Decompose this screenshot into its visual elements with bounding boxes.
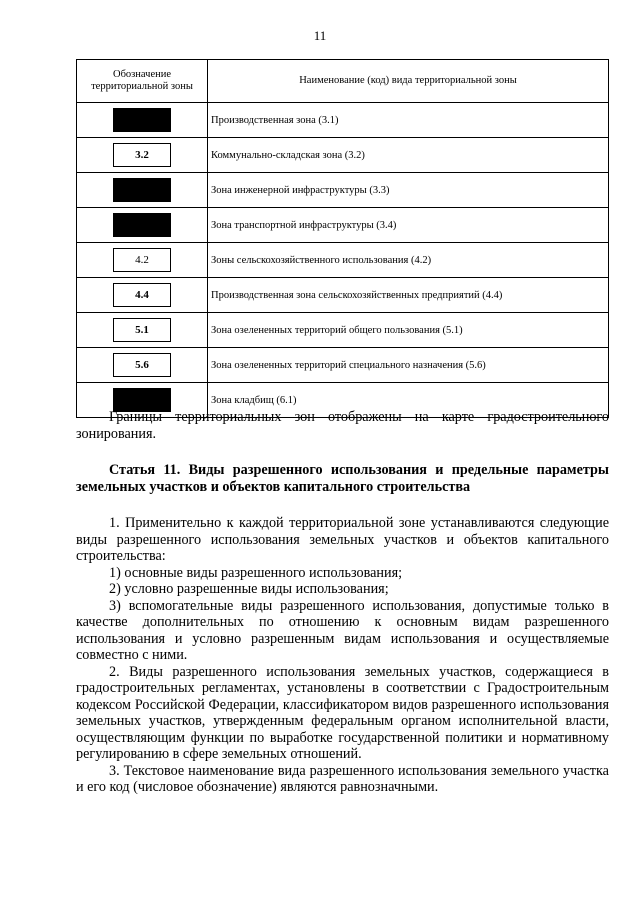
list-item-1: 1) основные виды разрешенного использования; [109, 564, 403, 581]
table-row [77, 103, 609, 138]
zones-table [76, 59, 609, 418]
zone-symbol-5-6: 5.6 [113, 353, 171, 377]
paragraph-3: 3. Текстовое наименование вида разрешенного использования земельного участка и его код (числовое обозначение) являются равнозначными. [76, 762, 609, 795]
zone-name: Коммунально-складская зона (3.2) [208, 138, 609, 173]
boundary-note: Границы территориальных зон отображены на карте градостроительного зонирования. [76, 409, 609, 442]
table-row [77, 138, 609, 173]
paragraph-2: 2. Виды разрешенного использования земельных участков, содержащиеся в градостроительных регламентах, установлены в соответствии с Градостроительным кодексом Российской Федерации, классификатором видов разрешенного использования земельных участков, утвержденным федеральным органом исполнительной власти, осуществляющим функции по выработке государственной политики и нормативному регулированию в сфере земельных отношений. [76, 663, 609, 762]
zone-name: Зона озелененных территорий специального назначения (5.6) [208, 348, 609, 383]
table-row [77, 208, 609, 243]
table-row [77, 243, 609, 278]
zone-symbol-3-3 [113, 178, 171, 202]
header-zone-name: Наименование (код) вида территориальной зоны [208, 60, 609, 103]
zone-symbol-3-4 [113, 213, 171, 237]
zone-symbol-5-1: 5.1 [113, 318, 171, 342]
zone-name: Зона озелененных территорий общего пользования (5.1) [208, 313, 609, 348]
page-number: 11 [313, 28, 327, 43]
zone-symbol-3-2: 3.2 [113, 143, 171, 167]
zone-symbol-4-4: 4.4 [113, 283, 171, 307]
zone-name: Производственная зона (3.1) [208, 103, 609, 138]
article-heading: Статья 11. Виды разрешенного использования и предельные параметры земельных участков и объектов капитального строительства [76, 462, 609, 495]
zone-name: Зона инженерной инфраструктуры (3.3) [208, 173, 609, 208]
zone-name: Зона кладбищ (6.1) [208, 383, 609, 418]
zone-name: Зоны сельскохозяйственного использования (4.2) [208, 243, 609, 278]
table-row [77, 313, 609, 348]
list-item-2: 2) условно разрешенные виды использования; [109, 581, 389, 597]
list-item-3: 3) вспомогательные виды разрешенного использования, допустимые только в качестве дополнительных по отношению к основным видам разрешенного использования и условно разрешенным видам использования и осуществляемые совместно с ними. [76, 597, 609, 663]
paragraph-1: 1. Применительно к каждой территориальной зоне устанавливаются следующие виды разрешенного использования земельных участков и объектов капитального строительства: [76, 515, 609, 564]
table-row [77, 348, 609, 383]
table-row [77, 173, 609, 208]
zone-symbol-4-2: 4.2 [113, 248, 171, 272]
article-body [76, 515, 609, 796]
boundary-note-block [76, 409, 609, 442]
zone-name: Производственная зона сельскохозяйственных предприятий (4.4) [208, 278, 609, 313]
article-heading-block [76, 462, 609, 495]
table-header-row [77, 60, 609, 103]
table-row [77, 278, 609, 313]
zone-name: Зона транспортной инфраструктуры (3.4) [208, 208, 609, 243]
header-zone-symbol: Обозначение территориальной зоны [77, 60, 208, 103]
zone-symbol-3-1 [113, 108, 171, 132]
